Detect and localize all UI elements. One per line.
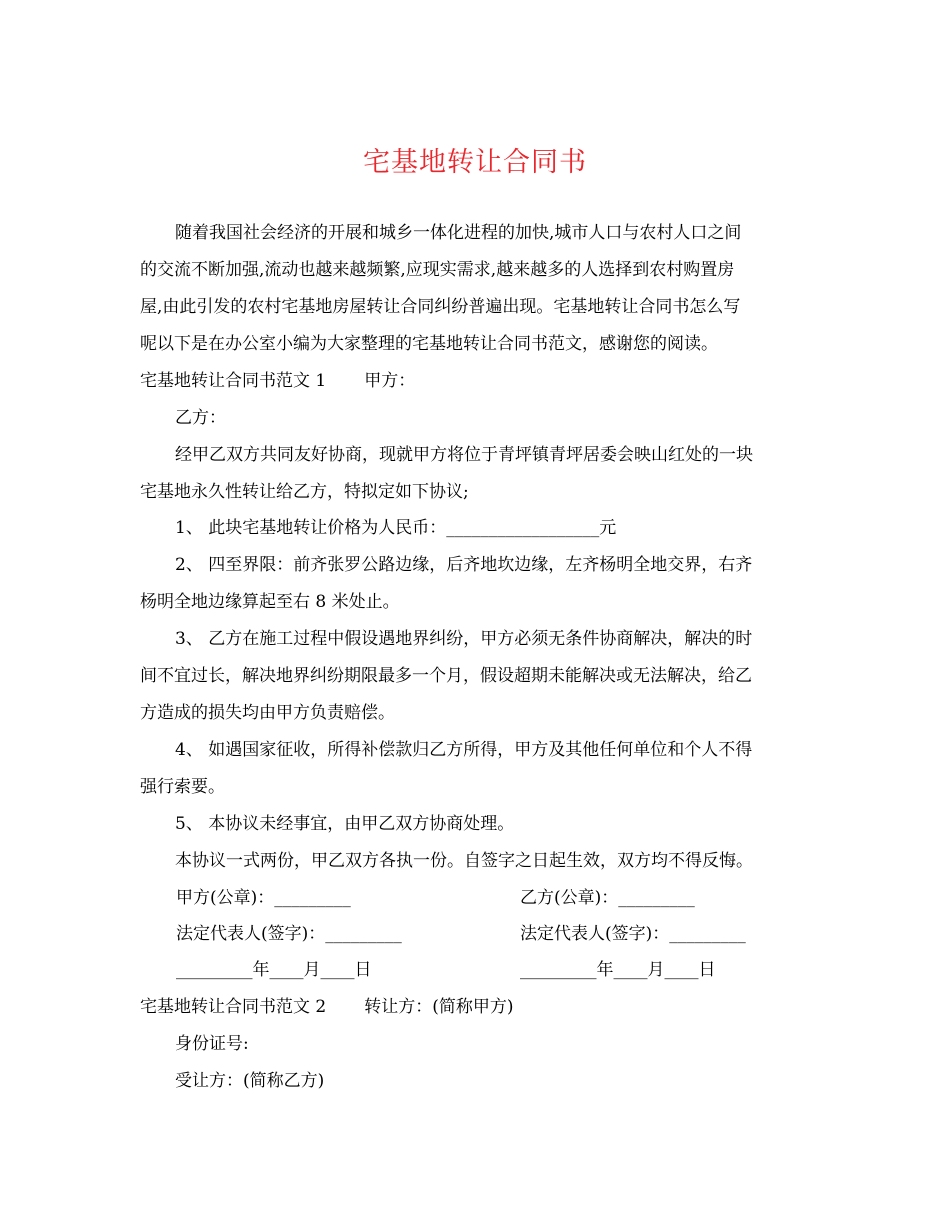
clause-4-line: 4、 如遇国家征收，所得补偿款归乙方所得，甲方及其他任何单位和个人不得	[175, 740, 753, 760]
intro-line: 的交流不断加强,流动也越来越频繁,应现实需求,越来越多的人选择到农村购置房	[140, 260, 735, 280]
clause-2-line: 2、 四至界限：前齐张罗公路边缘，后齐地坎边缘，左齐杨明全地交界，右齐	[175, 555, 753, 575]
clause-3-line: 方造成的损失均由甲方负责赔偿。	[140, 703, 395, 723]
clause-4-line: 强行索要。	[140, 777, 225, 797]
agreement-line: 宅基地永久性转让给乙方，特拟定如下协议;	[140, 482, 469, 502]
intro-line: 呢以下是在办公室小编为大家整理的宅基地转让合同书范文，感谢您的阅读。	[140, 334, 718, 354]
party-b-label: 乙方：	[175, 408, 226, 428]
date-b: _________年____月____日	[520, 960, 716, 980]
transferor-label: 转让方：(简称甲方)	[364, 997, 514, 1017]
transferee-label: 受让方：(简称乙方)	[175, 1071, 325, 1091]
sample2-heading: 宅基地转让合同书范文 2	[140, 997, 327, 1017]
sign-b-seal: 乙方(公章)：_________	[520, 888, 695, 908]
sample2-heading-row	[140, 996, 514, 1018]
copies-statement: 本协议一式两份，甲乙双方各执一份。自签字之日起生效，双方均不得反悔。	[175, 851, 753, 871]
sign-a-representative: 法定代表人(签字)：_________	[176, 924, 402, 944]
clause-2-line: 杨明全地边缘算起至右 8 米处止。	[140, 592, 400, 612]
clause-3-line: 间不宜过长，解决地界纠纷期限最多一个月，假设超期未能解决或无法解决，给乙	[140, 666, 752, 686]
document-title: 宅基地转让合同书	[363, 147, 587, 178]
sample1-heading-row	[140, 370, 415, 392]
sign-a-seal: 甲方(公章)：_________	[176, 888, 351, 908]
intro-line: 随着我国社会经济的开展和城乡一体化进程的加快,城市人口与农村人口之间	[175, 223, 742, 243]
date-a: _________年____月____日	[176, 960, 372, 980]
sign-b-representative: 法定代表人(签字)：_________	[520, 924, 746, 944]
sample1-heading: 宅基地转让合同书范文 1	[140, 371, 327, 391]
clause-5: 5、 本协议未经事宜，由甲乙双方协商处理。	[175, 814, 515, 834]
party-a-label: 甲方：	[364, 371, 416, 391]
id-number-label: 身份证号:	[175, 1034, 249, 1054]
agreement-line: 经甲乙双方共同友好协商，现就甲方将位于青坪镇青坪居委会映山红处的一块	[175, 445, 753, 465]
intro-line: 屋,由此引发的农村宅基地房屋转让合同纠纷普遍出现。宅基地转让合同书怎么写	[140, 297, 741, 317]
clause-3-line: 3、 乙方在施工过程中假设遇地界纠纷，甲方必须无条件协商解决，解决的时	[175, 629, 753, 649]
clause-1: 1、 此块宅基地转让价格为人民币：__________________元	[175, 518, 617, 538]
